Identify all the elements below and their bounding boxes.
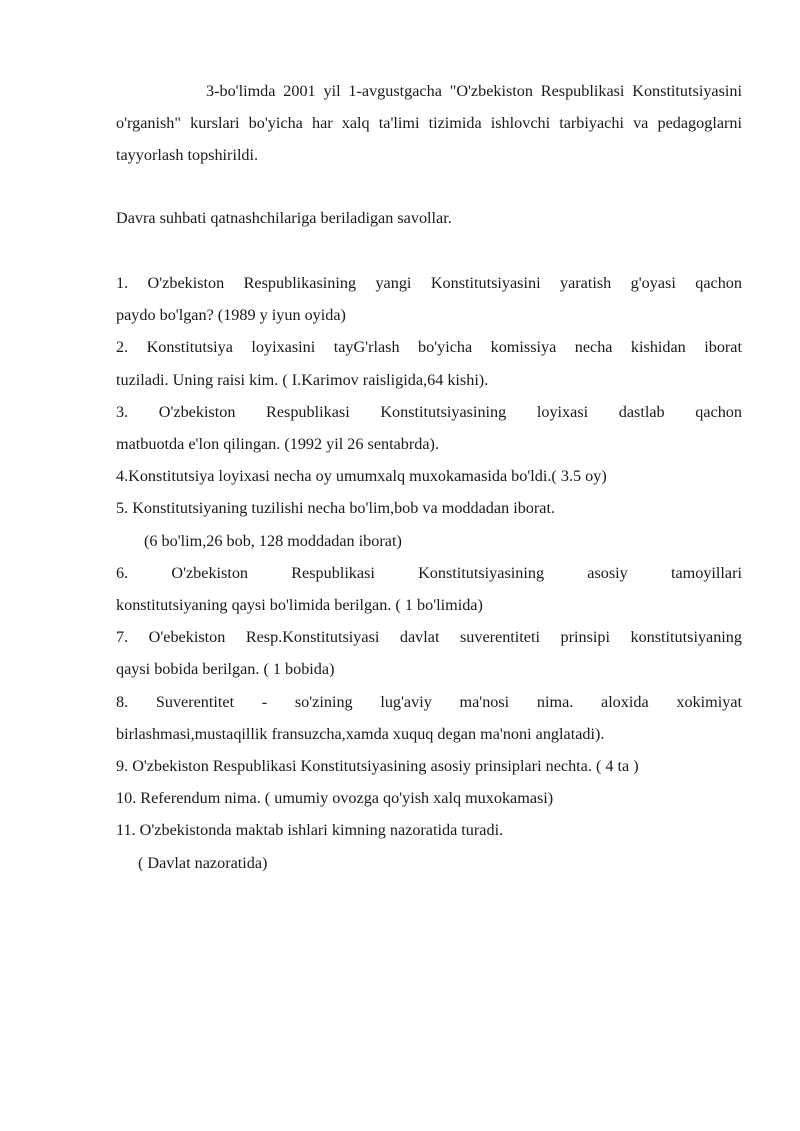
question-3 (116, 396, 742, 460)
question-2-line2: tuziladi. Uning raisi kim. ( I.Karimov raisligida,64 kishi). (116, 370, 489, 389)
question-1-line1: 1. O'zbekiston Respublikasining yangi Konstitutsiyasini yaratish g'oyasi qachon (116, 274, 742, 292)
question-9 (116, 750, 742, 782)
question-7-line1: 7. O'ebekiston Resp.Konstitutsiyasi davlat suverentiteti prinsipi konstitutsiyaning (116, 628, 742, 647)
question-1-line2: paydo bo'lgan? (1989 y iyun oyida) (116, 306, 346, 325)
section-heading: Davra suhbati qatnashchilariga beriladigan savollar. (116, 209, 452, 227)
question-11-line1: 11. O'zbekistonda maktab ishlari kimning nazoratida turadi. (116, 821, 504, 840)
question-2 (116, 331, 742, 395)
question-7-line2: qaysi bobida berilgan. ( 1 bobida) (116, 660, 335, 679)
question-1 (116, 267, 742, 331)
question-9-line1: 9. O'zbekiston Respublikasi Konstitutsiyasining asosiy prinsiplari nechta. ( 4 ta ) (116, 757, 639, 776)
question-5 (116, 492, 742, 556)
question-11 (116, 814, 742, 878)
question-8 (116, 686, 742, 750)
question-5-line1: 5. Konstitutsiyaning tuzilishi necha bo'lim,bob va moddadan iborat. (116, 499, 556, 518)
question-10-line1: 10. Referendum nima. ( umumiy ovozga qo'yish xalq muxokamasi) (116, 789, 554, 808)
question-8-line1: 8. Suverentitet - so'zining lug'aviy ma'nosi nima. aloxida xokimiyat (116, 692, 742, 711)
question-7 (116, 621, 742, 685)
question-4 (116, 460, 742, 492)
question-11-answer: ( Davlat nazoratida) (138, 853, 268, 872)
question-8-line2: birlashmasi,mustaqillik fransuzcha,xamda xuquq degan ma'noni anglatadi). (116, 724, 605, 743)
question-3-line2: matbuotda e'lon qilingan. (1992 yil 26 sentabrda). (116, 435, 439, 454)
question-6-line1: 6. O'zbekiston Respublikasi Konstitutsiyasining asosiy tamoyillari (116, 563, 742, 582)
question-6 (116, 557, 742, 621)
question-5-answer: (6 bo'lim,26 bob, 128 moddadan iborat) (144, 531, 402, 550)
question-4-line1: 4.Konstitutsiya loyixasi necha oy umumxalq muxokamasida bo'ldi.( 3.5 oy) (116, 467, 607, 486)
intro-paragraph: 3-bo'limda 2001 yil 1-avgustgacha "O'zbekiston Respublikasi Konstitutsiyasini o'rganish" kurslari bo'yicha har xalq ta'limi tizimida ishlovchi tarbiyachi va pedagoglarni tayyorlash topshirildi. (116, 82, 742, 164)
question-2-line1: 2. Konstitutsiya loyixasini tayG'rlash bo'yicha komissiya necha kishidan iborat (116, 338, 742, 357)
question-6-line2: konstitutsiyaning qaysi bo'limida berilgan. ( 1 bo'limida) (116, 596, 483, 615)
questions-list (116, 267, 742, 879)
question-3-line1: 3. O'zbekiston Respublikasi Konstitutsiyasining loyixasi dastlab qachon (116, 402, 742, 421)
question-10 (116, 782, 742, 814)
